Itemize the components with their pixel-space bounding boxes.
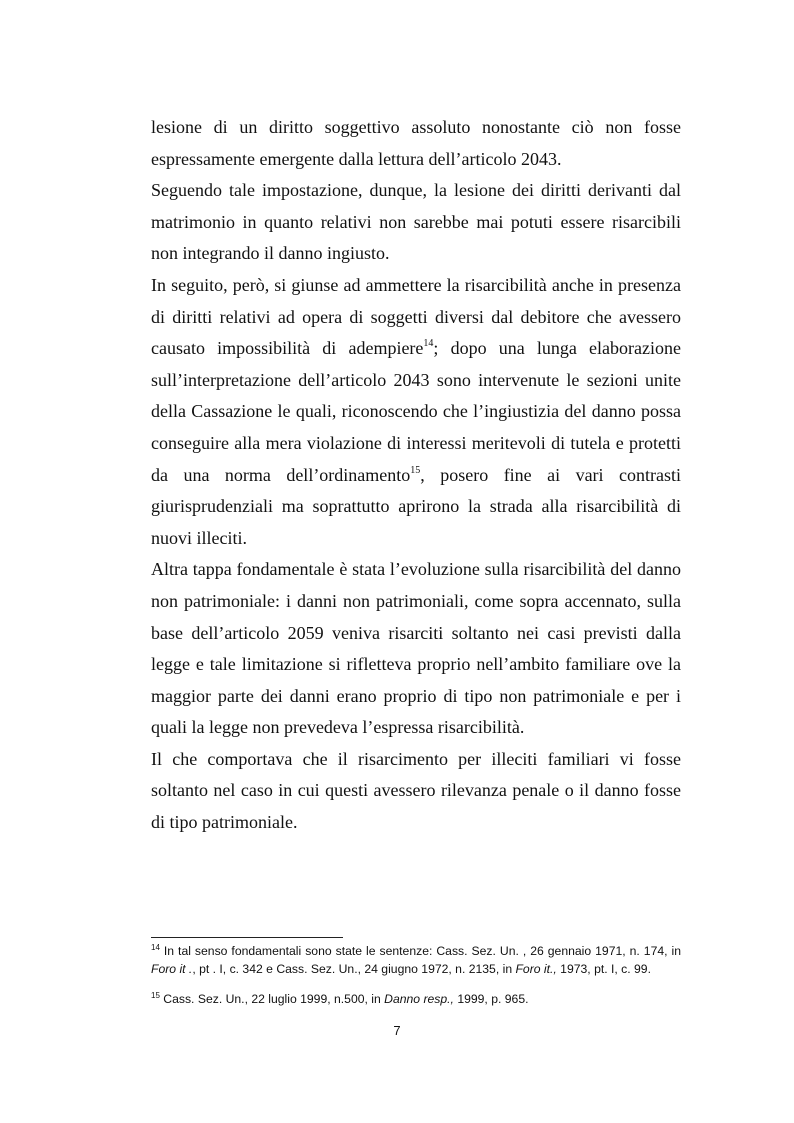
paragraph-3-part-b: ; dopo una lunga elaborazione sull’interpretazione dell’articolo 2043 sono intervenute le sezioni unite della Cassazione le quali, riconoscendo che l’ingiustizia del danno possa conseguire alla mera violazione di interessi meritevoli di tutela e protetti da una norma dell’ordinamento	[151, 338, 681, 485]
paragraph-3-part-a: In seguito, però, si giunse ad ammettere la risarcibilità anche in presenza di diritti relativi ad opera di soggetti diversi dal debitore che avessero causato impossibilità di adempiere	[151, 274, 681, 359]
paragraph-5: Il che comportava che il risarcimento per illeciti familiari vi fosse soltanto nel caso in cui questi avessero rilevanza penale o il danno fosse di tipo patrimoniale.	[151, 748, 681, 833]
footnote-14-source-2: Foro it.,	[515, 962, 557, 976]
footnote-14-source-1: Foro it .	[151, 962, 193, 976]
footnote-14	[151, 942, 681, 978]
footnote-14-number: 14	[151, 943, 160, 952]
paragraph-3-part-c: , posero fine ai vari contrasti giurisprudenziali ma soprattutto aprirono la strada alla risarcibilità di nuovi illeciti.	[151, 464, 681, 548]
paragraph-2: Seguendo tale impostazione, dunque, la lesione dei diritti derivanti dal matrimonio in quanto relativi non sarebbe mai potuti essere risarcibili non integrando il danno ingiusto.	[151, 180, 681, 264]
footnote-ref-14[interactable]: 14	[423, 338, 434, 350]
footnote-15-source-1: Danno resp.,	[384, 992, 454, 1006]
footnote-15	[151, 990, 681, 1008]
footnote-14-text-a: In tal senso fondamentali sono state le sentenze: Cass. Sez. Un. , 26 gennaio 1971, n. 174, in	[159, 944, 681, 958]
footnote-15-text-b: 1999, p. 965.	[453, 992, 529, 1006]
footnote-14-text-c: 1973, pt. I, c. 99.	[556, 962, 651, 976]
paragraph-3	[151, 270, 681, 554]
footnote-ref-15[interactable]: 15	[410, 464, 421, 476]
footnotes	[151, 942, 681, 1020]
paragraph-1: lesione di un diritto soggettivo assoluto nonostante ciò non fosse espressamente emergente dalla lettura dell’articolo 2043.	[151, 117, 681, 169]
footnote-separator	[151, 937, 343, 938]
paragraph-4: Altra tappa fondamentale è stata l’evoluzione sulla risarcibilità del danno non patrimoniale: i danni non patrimoniali, come sopra accennato, sulla base dell’articolo 2059 veniva risarciti soltanto nei casi previsti dalla legge e tale limitazione si rifletteva proprio nell’ambito familiare ove la maggior parte dei danni erano proprio di tipo non patrimoniale e per i quali la legge non prevedeva l’espressa risarcibilità.	[151, 559, 681, 738]
footnote-15-text-a: Cass. Sez. Un., 22 luglio 1999, n.500, in	[159, 992, 385, 1006]
page-number: 7	[393, 1023, 401, 1038]
footnote-14-text-b: , pt . I, c. 342 e Cass. Sez. Un., 24 giugno 1972, n. 2135, in	[192, 962, 516, 976]
body-text	[151, 112, 681, 839]
footnote-15-number: 15	[151, 991, 160, 1000]
